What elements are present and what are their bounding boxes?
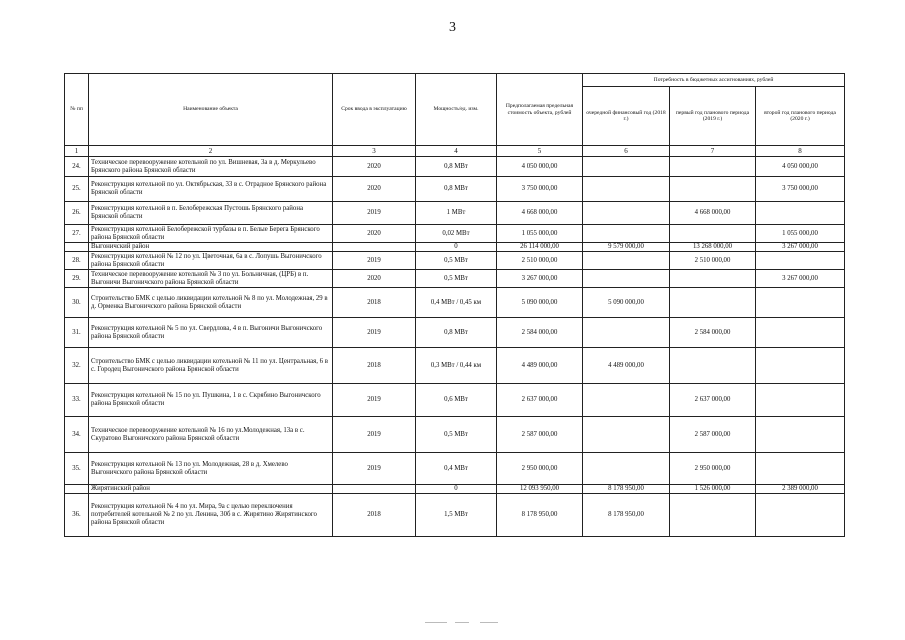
table-row xyxy=(65,202,845,225)
max-cost: 5 090 000,00 xyxy=(497,288,583,318)
max-cost: 3 267 000,00 xyxy=(497,270,583,288)
need-2020 xyxy=(756,417,845,453)
commissioning-year: 2020 xyxy=(333,177,416,202)
district-row xyxy=(65,485,845,494)
max-cost: 4 668 000,00 xyxy=(497,202,583,225)
row-number: 24. xyxy=(65,157,89,177)
capacity: 0,4 МВт / 0,45 км xyxy=(416,288,497,318)
need-2019 xyxy=(670,157,756,177)
header-year: Срок ввода в эксплуатацию xyxy=(333,74,416,146)
table-row xyxy=(65,157,845,177)
table-row xyxy=(65,348,845,384)
row-number: 27. xyxy=(65,225,89,243)
column-number: 1 xyxy=(65,146,89,157)
capacity: 0,8 МВт xyxy=(416,318,497,348)
need-2020: 4 050 000,00 xyxy=(756,157,845,177)
need-2019: 2 637 000,00 xyxy=(670,384,756,417)
commissioning-year: 2019 xyxy=(333,453,416,485)
object-name: Техническое перевооружение котельной по ул. Вишневая, 3а в д. Меркульево Брянского района Брянской области xyxy=(89,157,333,177)
row-number: 28. xyxy=(65,252,89,270)
commissioning-year: 2018 xyxy=(333,288,416,318)
need-2019: 1 526 000,00 xyxy=(670,485,756,494)
table-row xyxy=(65,453,845,485)
capacity: 0 xyxy=(416,485,497,494)
table-row xyxy=(65,177,845,202)
object-name: Реконструкция котельной по ул. Октябрьская, 33 в с. Отрадное Брянского района Брянской области xyxy=(89,177,333,202)
capacity: 0,6 МВт xyxy=(416,384,497,417)
object-name: Реконструкция котельной № 15 по ул. Пушкина, 1 в с. Скрябино Выгоничского района Брянской области xyxy=(89,384,333,417)
header-cost: Предполагаемая предельная стоимость объекта, рублей xyxy=(497,74,583,146)
capacity: 0,8 МВт xyxy=(416,157,497,177)
need-2019 xyxy=(670,270,756,288)
table-row xyxy=(65,270,845,288)
object-name: Реконструкция котельной № 12 по ул. Цветочная, 6а в с. Лопушь Выгоничского района Брянской области xyxy=(89,252,333,270)
column-number: 4 xyxy=(416,146,497,157)
row-number xyxy=(65,485,89,494)
header-power: Мощность/ед. изм. xyxy=(416,74,497,146)
row-number: 29. xyxy=(65,270,89,288)
need-2018 xyxy=(583,270,670,288)
need-2019: 2 587 000,00 xyxy=(670,417,756,453)
row-number: 26. xyxy=(65,202,89,225)
district-row xyxy=(65,243,845,252)
need-2020 xyxy=(756,202,845,225)
commissioning-year: 2019 xyxy=(333,417,416,453)
object-name: Техническое перевооружение котельной № 3 по ул. Больничная, (ЦРБ) в п. Выгоничи Выгоничского района Брянской области xyxy=(89,270,333,288)
table-body xyxy=(65,157,845,537)
capacity: 0,8 МВт xyxy=(416,177,497,202)
object-name: Реконструкция котельной № 4 по ул. Мира, 9а с целью переключения потребителей котельной № 2 по ул. Ленина, 30б в с. Жирятино Жирятинского района Брянской области xyxy=(89,494,333,537)
capacity: 0,02 МВт xyxy=(416,225,497,243)
need-2019 xyxy=(670,225,756,243)
need-2018 xyxy=(583,417,670,453)
column-numbers-row xyxy=(65,146,845,157)
table-row xyxy=(65,318,845,348)
need-2019: 13 268 000,00 xyxy=(670,243,756,252)
page-number: 3 xyxy=(449,20,456,35)
column-number: 5 xyxy=(497,146,583,157)
row-number: 30. xyxy=(65,288,89,318)
header-name: Наименование объекта xyxy=(89,74,333,146)
capacity: 0,5 МВт xyxy=(416,417,497,453)
object-name: Реконструкция котельной № 13 по ул. Молодежная, 28 в д. Хмелево Выгоничского района Брянской области xyxy=(89,453,333,485)
commissioning-year: 2018 xyxy=(333,348,416,384)
commissioning-year: 2018 xyxy=(333,494,416,537)
column-number: 7 xyxy=(670,146,756,157)
object-name: Выгоничский район xyxy=(89,243,333,252)
max-cost: 2 510 000,00 xyxy=(497,252,583,270)
header-2020: второй год планового периода (2020 г.) xyxy=(756,87,845,146)
need-2019: 4 668 000,00 xyxy=(670,202,756,225)
need-2020 xyxy=(756,494,845,537)
capacity: 1,5 МВт xyxy=(416,494,497,537)
need-2020 xyxy=(756,453,845,485)
header-2018: очередной финансовый год (2018 г.) xyxy=(583,87,670,146)
commissioning-year: 2019 xyxy=(333,384,416,417)
need-2019 xyxy=(670,288,756,318)
object-name: Строительство БМК с целью ликвидации котельной № 11 по ул. Центральная, 6 в с. Городец Выгоничского района Брянской области xyxy=(89,348,333,384)
need-2019: 2 950 000,00 xyxy=(670,453,756,485)
column-number: 3 xyxy=(333,146,416,157)
scan-artifacts xyxy=(0,622,905,632)
max-cost: 4 489 000,00 xyxy=(497,348,583,384)
need-2018: 9 579 000,00 xyxy=(583,243,670,252)
need-2018 xyxy=(583,318,670,348)
commissioning-year xyxy=(333,243,416,252)
object-name: Жирятинский район xyxy=(89,485,333,494)
max-cost: 2 637 000,00 xyxy=(497,384,583,417)
commissioning-year: 2020 xyxy=(333,157,416,177)
capacity: 0,5 МВт xyxy=(416,252,497,270)
table-row xyxy=(65,494,845,537)
max-cost: 8 178 950,00 xyxy=(497,494,583,537)
need-2019: 2 510 000,00 xyxy=(670,252,756,270)
table-row xyxy=(65,252,845,270)
object-name: Реконструкция котельной № 5 по ул. Свердлова, 4 в п. Выгоничи Выгоничского района Брянской области xyxy=(89,318,333,348)
need-2018: 8 178 950,00 xyxy=(583,494,670,537)
need-2019 xyxy=(670,177,756,202)
header-need: Потребность в бюджетных ассигнованиях, рублей xyxy=(583,74,845,87)
need-2020 xyxy=(756,348,845,384)
capacity: 0,3 МВт / 0,44 км xyxy=(416,348,497,384)
max-cost: 2 584 000,00 xyxy=(497,318,583,348)
need-2019: 2 584 000,00 xyxy=(670,318,756,348)
row-number: 35. xyxy=(65,453,89,485)
object-name: Строительство БМК с целью ликвидации котельной № 8 по ул. Молодежная, 29 в д. Орменка Выгоничского района Брянской области xyxy=(89,288,333,318)
commissioning-year: 2019 xyxy=(333,252,416,270)
need-2018 xyxy=(583,384,670,417)
capacity: 0 xyxy=(416,243,497,252)
max-cost: 2 950 000,00 xyxy=(497,453,583,485)
commissioning-year: 2019 xyxy=(333,202,416,225)
need-2020: 3 267 000,00 xyxy=(756,243,845,252)
row-number: 31. xyxy=(65,318,89,348)
need-2018 xyxy=(583,202,670,225)
capacity: 0,5 МВт xyxy=(416,270,497,288)
row-number: 25. xyxy=(65,177,89,202)
table-row xyxy=(65,225,845,243)
commissioning-year: 2019 xyxy=(333,318,416,348)
row-number: 36. xyxy=(65,494,89,537)
need-2018 xyxy=(583,453,670,485)
max-cost: 12 093 950,00 xyxy=(497,485,583,494)
need-2018: 8 178 950,00 xyxy=(583,485,670,494)
column-number: 2 xyxy=(89,146,333,157)
need-2018: 5 090 000,00 xyxy=(583,288,670,318)
need-2020 xyxy=(756,318,845,348)
commissioning-year: 2020 xyxy=(333,225,416,243)
need-2018 xyxy=(583,252,670,270)
need-2020: 3 750 000,00 xyxy=(756,177,845,202)
capacity: 0,4 МВт xyxy=(416,453,497,485)
table-row xyxy=(65,417,845,453)
need-2020: 2 389 000,00 xyxy=(756,485,845,494)
need-2019 xyxy=(670,348,756,384)
capacity: 1 МВт xyxy=(416,202,497,225)
need-2018 xyxy=(583,177,670,202)
need-2020 xyxy=(756,288,845,318)
header-2019: первый год планового периода (2019 г.) xyxy=(670,87,756,146)
need-2018: 4 489 000,00 xyxy=(583,348,670,384)
need-2019 xyxy=(670,494,756,537)
table-row xyxy=(65,384,845,417)
object-name: Реконструкция котельной в п. Белобережская Пустошь Брянского района Брянской области xyxy=(89,202,333,225)
need-2020: 1 055 000,00 xyxy=(756,225,845,243)
row-number: 33. xyxy=(65,384,89,417)
need-2020 xyxy=(756,384,845,417)
max-cost: 2 587 000,00 xyxy=(497,417,583,453)
commissioning-year: 2020 xyxy=(333,270,416,288)
max-cost: 26 114 000,00 xyxy=(497,243,583,252)
commissioning-year xyxy=(333,485,416,494)
object-name: Реконструкция котельной Белобережской турбазы в п. Белые Берега Брянского района Брянской области xyxy=(89,225,333,243)
object-name: Техническое перевооружение котельной № 16 по ул.Молодежная, 13а в с. Скуратово Выгоничского района Брянской области xyxy=(89,417,333,453)
column-number: 8 xyxy=(756,146,845,157)
max-cost: 3 750 000,00 xyxy=(497,177,583,202)
header-num: № пп xyxy=(65,74,89,146)
need-2020 xyxy=(756,252,845,270)
column-number: 6 xyxy=(583,146,670,157)
need-2018 xyxy=(583,157,670,177)
max-cost: 4 050 000,00 xyxy=(497,157,583,177)
row-number xyxy=(65,243,89,252)
budget-table xyxy=(64,73,845,537)
need-2020: 3 267 000,00 xyxy=(756,270,845,288)
table-row xyxy=(65,288,845,318)
max-cost: 1 055 000,00 xyxy=(497,225,583,243)
need-2018 xyxy=(583,225,670,243)
row-number: 32. xyxy=(65,348,89,384)
row-number: 34. xyxy=(65,417,89,453)
